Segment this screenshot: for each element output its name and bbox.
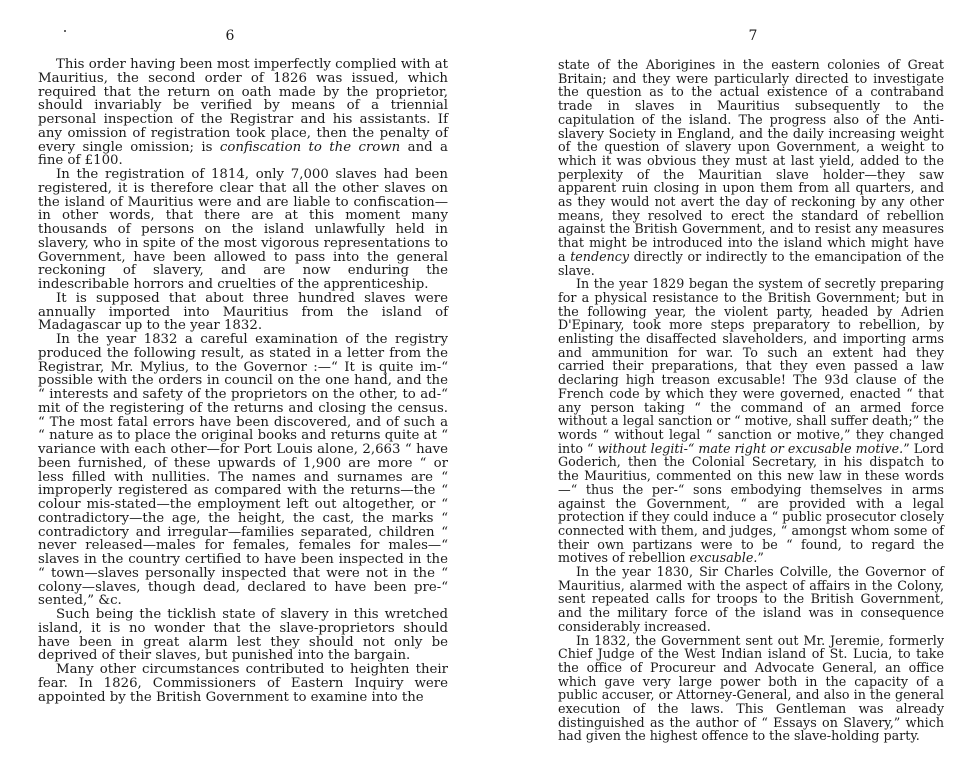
ink-speck bbox=[64, 30, 66, 32]
text-run: Such being the ticklish state of slavery in this wretched island, it is no wonder that the slave-proprietors should have been in great alarm lest they should not only be deprived of their slaves, but punished into the bargain. bbox=[38, 607, 448, 664]
italic-text: confiscation to the crown bbox=[219, 139, 401, 155]
italic-text: excusable. bbox=[689, 550, 758, 566]
text-run: directly or indirectly to the emancipation of the slave. bbox=[558, 248, 944, 278]
text-run: In the year 1832 a careful examination of the registry produced the following result, as stated in a letter from the Registrar, Mr. Mylius, to the Governor :—“ It is quite im-“ possible with the orders in council on the one hand, and the “ interests and safety of the proprietors on the other, to ad-“ mit of the registering of the returns and closing the census. “ The most fatal errors have been discovered, and of such a “ nature as to place the original books and returns quite at “ variance with each other—for Port Louis alone, 2,663 “ have been furnished, of these upwards of 1,900 are more “ or less filled with nullities. The names and surnames are “ improperly registered as compared with the returns—the “ colour mis-stated—the employment left out altogether, or “ contradictory—the age, the height, the cast, the marks “ contradictory and irregular—families separated, children “ never released—males for females, females for males—“ slaves in the country certified to have been inspected in the “ town—slaves personally inspected that were not in the “ colony—slaves, though dead, declared to have been pre-“ sented,” &c. bbox=[38, 332, 448, 609]
text-run: ” bbox=[757, 550, 764, 566]
text-run: Many other circumstances contributed to heighten their fear. In 1826, Commissioners of Eastern Inquiry were appointed by the British Government to examine into the bbox=[38, 662, 448, 705]
text-run: In the year 1829 began the system of secretly preparing for a physical resistance to the British Government; but in the following year, the violent party, headed by Adrien D'Epinary, took more steps preparatory to rebellion, by enlisting the disaffected slaveholders, and importing arms and ammunition for war. To such an extent had they carried their preparations, that they even passed a law declaring high treason excusable! The 93d clause of the French code by which they were governed, enacted “ that any person taking “ the command of an armed force without a legal sanction or “ motive, shall suffer death;” the words “ without legal “ sanction or motive,” they changed into “ bbox=[558, 276, 944, 456]
text-run: It is supposed that about three hundred slaves were annually imported into Mauritius from the island of Madagascar up to the year 1832. bbox=[38, 290, 448, 334]
page-body bbox=[38, 58, 448, 704]
page-body bbox=[558, 58, 944, 743]
paragraph bbox=[558, 277, 944, 565]
paragraph bbox=[38, 663, 448, 704]
paragraph bbox=[38, 168, 448, 292]
page-number: 6 bbox=[225, 28, 235, 44]
paragraph bbox=[558, 58, 944, 277]
text-run: and a fine of £100. bbox=[38, 139, 448, 169]
text-run: ” Lord Goderich, then the Colonial Secretary, in his dispatch to the Mauritius, commented on this new law in these words—“ thus the per-“ sons embodying themselves in arms against the Government, “ are provided with a legal protection if they could induce a “ public prosecutor closely connected with them, and judges, “ amongst whom some of their own partizans were to be “ found, to regard the motives of rebellion bbox=[558, 440, 944, 566]
paragraph bbox=[38, 608, 448, 663]
paragraph bbox=[38, 58, 448, 168]
italic-text: tendency bbox=[570, 248, 630, 264]
text-run: state of the Aborigines in the eastern colonies of Great Britain; and they were particularly directed to investigate the question as to the actual existence of a contraband trade in slaves in Mauritius subsequently to the capitulation of the island. The progress also of the Anti-slavery Society in England, and the daily increasing weight of the question of slavery upon Government, a weight to which it was obvious they must at last yield, added to the perplexity of the Mauritian slave holder—they saw apparent ruin closing in upon them from all quarters, and as they would not avert the day of reckoning by any other means, they resolved to erect the standard of rebellion against the British Government, and to resist any measures that might be introduced into the island which might have a bbox=[558, 57, 944, 264]
paragraph bbox=[38, 292, 448, 333]
text-run: In 1832, the Government sent out Mr. Jeremie, formerly Chief Judge of the West Indian island of St. Lucia, to take the office of Procureur and Advocate General, an office which gave very large power both in the capacity of a public accuser, or Attorney-General, and also in the general execution of the laws. This Gentleman was already distinguished as the author of “ Essays on Slavery,” which had given the highest offence to the slave-holding party. bbox=[558, 632, 944, 744]
paragraph bbox=[38, 333, 448, 608]
paragraph bbox=[558, 565, 944, 634]
page-number: 7 bbox=[748, 28, 758, 44]
text-run: This order having been most imperfectly complied with at Mauritius, the second order of 1826 was issued, which required that the return on oath made by the proprietor, should invariably be verified by means of a triennial personal inspection of the Registrar and his assistants. If any omission of registration took place, then the penalty of every single omission; is bbox=[38, 57, 448, 155]
paragraph bbox=[558, 634, 944, 744]
text-run: In the year 1830, Sir Charles Colville, the Governor of Mauritius, alarmed with the aspect of affairs in the Colony, sent repeated calls for troops to the British Government, and the military force of the island was in consequence considerably increased. bbox=[558, 564, 944, 634]
text-run: In the registration of 1814, only 7,000 slaves had been registered, it is therefore clear that all the other slaves on the island of Mauritius were and are liable to confiscation—in other words, that there are at this moment many thousands of persons on the island unlawfully held in slavery, who in spite of the most vigorous representations to Government, have been allowed to pass into the general reckoning of slavery, and are now enduring the indescribable horrors and cruelties of the apprenticeship. bbox=[38, 167, 448, 292]
italic-text: without legiti-“ mate right or excusable motive. bbox=[597, 440, 904, 456]
